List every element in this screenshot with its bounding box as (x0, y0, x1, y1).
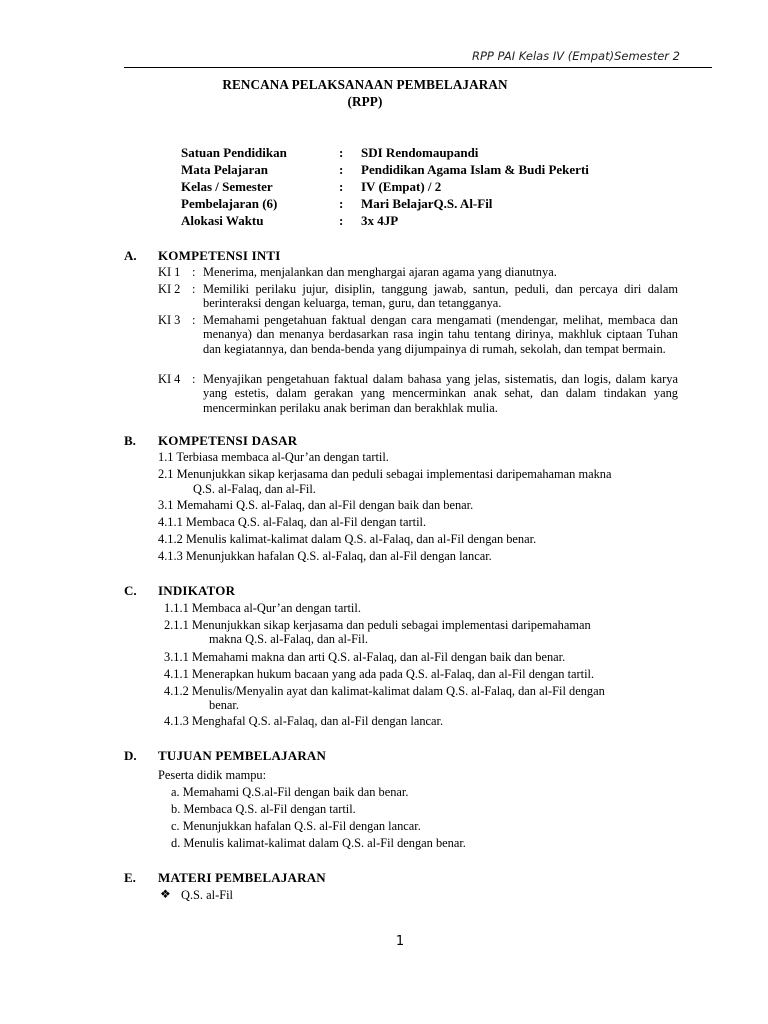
ki-text: Menyajikan pengetahuan faktual dalam bahasa yang jelas, sistematis, dan logis, dalam karya yang estetis, dalam gerakan yang mencerminkan anak sehat, dan dalam tindakan yang mencerminkan perilaku anak beriman dan berakhlak mulia. (203, 372, 678, 415)
ki-separator: : (192, 265, 196, 279)
section-c-heading: INDIKATOR (158, 583, 236, 598)
kd-item: 4.1.2 Menulis kalimat-kalimat dalam Q.S. al-Falaq, dan al-Fil dengan benar. (158, 532, 537, 546)
indicator-item (164, 684, 678, 698)
ki-item-1 (158, 265, 678, 279)
objective-item: b. Membaca Q.S. al-Fil dengan tartil. (171, 802, 356, 816)
objective-item: c. Menunjukkan hafalan Q.S. al-Fil dengan lancar. (171, 819, 421, 833)
ki-code: KI 3 (158, 313, 181, 327)
identity-value: SDI Rendomaupandi (361, 145, 479, 160)
identity-separator: : (339, 213, 344, 228)
identity-label: Pembelajaran (6) (181, 196, 278, 211)
section-a-letter: A. (124, 248, 137, 263)
ki-code: KI 2 (158, 282, 181, 296)
identity-label: Alokasi Waktu (181, 213, 264, 228)
indicator-item: 1.1.1 Membaca al-Qur’an dengan tartil. (164, 601, 361, 615)
ki-item-4 (158, 372, 678, 415)
ki-item-3 (158, 313, 678, 356)
kd-item: 3.1 Memahami Q.S. al-Falaq, dan al-Fil dengan baik dan benar. (158, 498, 474, 512)
indicator-item-continuation: makna Q.S. al-Falaq, dan al-Fil. (209, 632, 368, 646)
kd-item (158, 467, 678, 481)
kd-item-text: 2.1 Menunjukkan sikap kerjasama dan peduli sebagai implementasi daripemahaman makna (158, 467, 612, 481)
ki-item-2 (158, 282, 678, 311)
identity-separator: : (339, 145, 344, 160)
section-c-letter: C. (124, 583, 137, 598)
ki-separator: : (192, 372, 196, 386)
indicator-item-text: 4.1.2 Menulis/Menyalin ayat dan kalimat-kalimat dalam Q.S. al-Falaq, dan al-Fil dengan (164, 684, 605, 698)
identity-label: Kelas / Semester (181, 179, 273, 194)
identity-separator: : (339, 196, 344, 211)
diamond-bullet-icon: ❖ (160, 887, 171, 901)
section-a-heading: KOMPETENSI INTI (158, 248, 281, 263)
indicator-item: 4.1.3 Menghafal Q.S. al-Falaq, dan al-Fil dengan lancar. (164, 714, 444, 728)
section-d-letter: D. (124, 748, 137, 763)
document-subtitle: (RPP) (347, 94, 383, 109)
indicator-item-continuation: benar. (209, 698, 239, 712)
identity-separator: : (339, 162, 344, 177)
indicator-item: 3.1.1 Memahami makna dan arti Q.S. al-Falaq, dan al-Fil dengan baik dan benar. (164, 650, 566, 664)
ki-text: Memiliki perilaku jujur, disiplin, tanggung jawab, santun, peduli, dan percaya diri dalam berinteraksi dengan keluarga, teman, guru, dan tetangganya. (203, 282, 678, 311)
section-e-heading: MATERI PEMBELAJARAN (158, 870, 326, 885)
identity-value: IV (Empat) / 2 (361, 179, 442, 194)
ki-separator: : (192, 282, 196, 296)
page-number: 1 (395, 934, 405, 949)
document-title: RENCANA PELAKSANAAN PEMBELAJARAN (222, 77, 508, 92)
kd-item-continuation: Q.S. al-Falaq, dan al-Fil. (193, 482, 316, 496)
indicator-item-text: 2.1.1 Menunjukkan sikap kerjasama dan peduli sebagai implementasi daripemahaman (164, 618, 591, 632)
identity-label: Mata Pelajaran (181, 162, 269, 177)
identity-value: Pendidikan Agama Islam & Budi Pekerti (361, 162, 589, 177)
indicator-item: 4.1.1 Menerapkan hukum bacaan yang ada pada Q.S. al-Falaq, dan al-Fil dengan tartil. (164, 667, 595, 681)
kd-item: 1.1 Terbiasa membaca al-Qur’an dengan tartil. (158, 450, 389, 464)
ki-code: KI 4 (158, 372, 181, 386)
identity-value: 3x 4JP (361, 213, 399, 228)
objective-item: a. Memahami Q.S.al-Fil dengan baik dan benar. (171, 785, 409, 799)
identity-label: Satuan Pendidikan (181, 145, 287, 160)
identity-separator: : (339, 179, 344, 194)
objective-item: d. Menulis kalimat-kalimat dalam Q.S. al-Fil dengan benar. (171, 836, 466, 850)
identity-value: Mari BelajarQ.S. Al-Fil (361, 196, 493, 211)
ki-text: Memahami pengetahuan faktual dengan cara mengamati (mendengar, melihat, membaca dan menanya) dan menanya berdasarkan rasa ingin tahu tentang dirinya, makhluk ciptaan Tuhan dan kegiatannya, dan benda-benda yang dijumpainya di rumah, sekolah, dan tempat bermain. (203, 313, 678, 356)
ki-text: Menerima, menjalankan dan menghargai ajaran agama yang dianutnya. (203, 265, 557, 279)
section-d-heading: TUJUAN PEMBELAJARAN (158, 748, 327, 763)
running-header: RPP PAI Kelas IV (Empat)Semester 2 (471, 49, 680, 63)
section-b-letter: B. (124, 433, 136, 448)
kd-item: 4.1.1 Membaca Q.S. al-Falaq, dan al-Fil dengan tartil. (158, 515, 427, 529)
objective-intro: Peserta didik mampu: (158, 768, 267, 782)
indicator-item (164, 618, 678, 632)
section-b-heading: KOMPETENSI DASAR (158, 433, 298, 448)
kd-item: 4.1.3 Menunjukkan hafalan Q.S. al-Falaq, dan al-Fil dengan lancar. (158, 549, 492, 563)
material-item: Q.S. al-Fil (181, 888, 233, 902)
ki-code: KI 1 (158, 265, 181, 279)
ki-separator: : (192, 313, 196, 327)
section-e-letter: E. (124, 870, 136, 885)
header-rule (124, 67, 712, 68)
